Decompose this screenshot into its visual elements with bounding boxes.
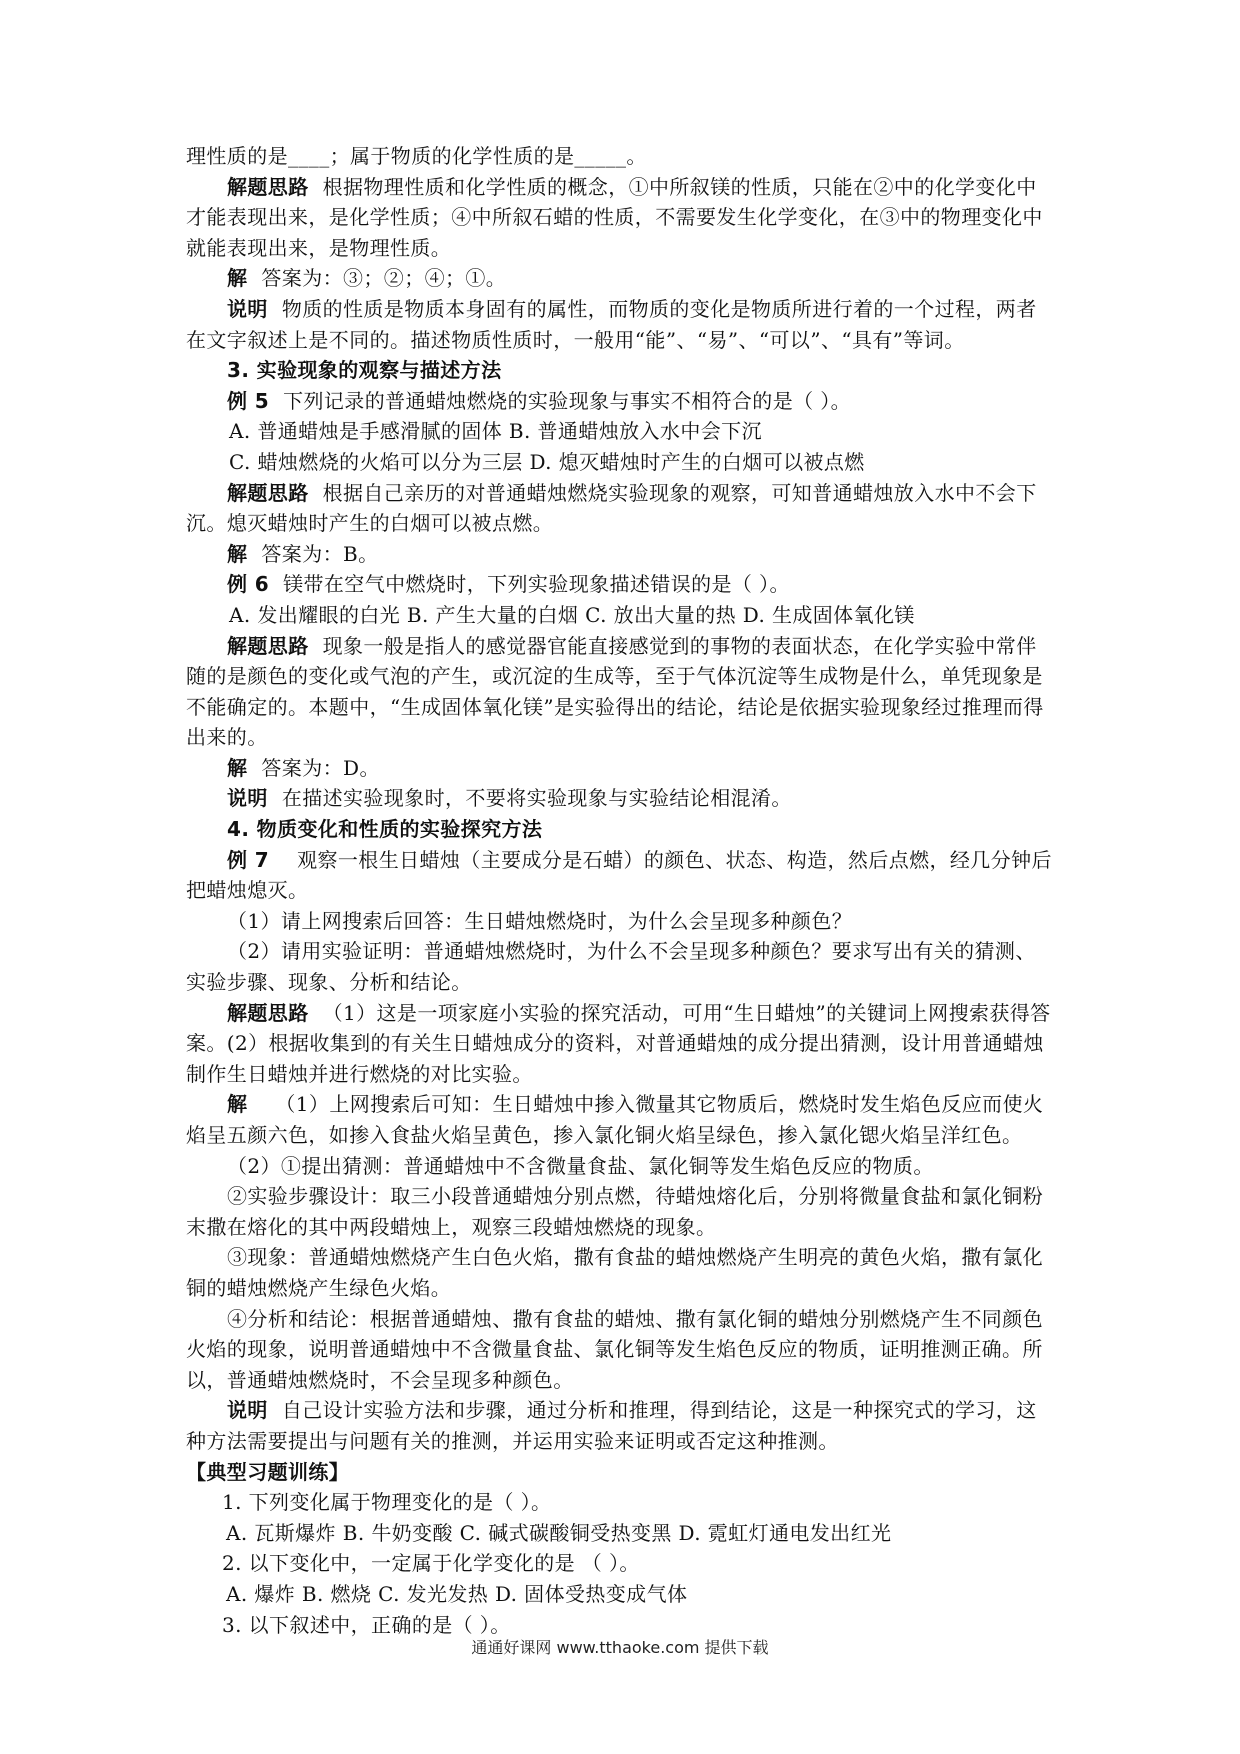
paragraph xyxy=(186,172,1054,264)
paragraph: （2）①提出猜测：普通蜡烛中不含微量食盐、氯化铜等发生焰色反应的物质。 xyxy=(227,1153,934,1178)
sub-question: （1）请上网搜索后回答：生日蜡烛燃烧时，为什么会呈现多种颜色？ xyxy=(227,908,853,933)
paragraph: ②实验步骤设计：取三小段普通蜡烛分别点燃，待蜡烛熔化后，分别将微量食盐和氯化铜粉末撒在熔化的其中两段蜡烛上，观察三段蜡烛燃烧的现象。 xyxy=(186,1184,1043,1239)
keyword: 说明 xyxy=(227,1398,268,1423)
options: A. 发出耀眼的白光 B. 产生大量的白烟 C. 放出大量的热 D. 生成固体氧化镁 xyxy=(229,602,915,627)
keyword: 说明 xyxy=(227,786,268,811)
keyword: 解 xyxy=(227,541,248,566)
paragraph xyxy=(186,631,1054,753)
sub-question: （2）请用实验证明：普通蜡烛燃烧时，为什么不会呈现多种颜色？要求写出有关的猜测、实验步骤、现象、分析和结论。 xyxy=(186,939,1036,995)
paragraph xyxy=(186,478,1054,539)
example-label: 例 7 xyxy=(227,847,270,872)
paragraph-text: 自己设计实验方法和步骤，通过分析和推理，得到结论，这是一种探究式的学习，这种方法需要提出与问题有关的推测，并运用实验来证明或否定这种推测。 xyxy=(186,1398,1037,1453)
question-text: 观察一根生日蜡烛（主要成分是石蜡）的颜色、状态、构造，然后点燃，经几分钟后把蜡烛熄灭。 xyxy=(186,847,1052,903)
keyword: 解 xyxy=(227,266,248,291)
paragraph-text: 现象一般是指人的感觉器官能直接感觉到的事物的表面状态，在化学实验中常伴随的是颜色的变化或气泡的产生，或沉淀的生成等，至于气体沉淀等生成物是什么，单凭现象是不能确定的。本题中，“生成固体氧化镁”是实验得出的结论，结论是依据实验现象经过推理而得出来的。 xyxy=(186,633,1044,750)
exercise-question: 2. 以下变化中，一定属于化学变化的是 （ ）。 xyxy=(222,1551,640,1576)
document-body xyxy=(186,141,1054,1640)
options: A. 普通蜡烛是手感滑腻的固体 B. 普通蜡烛放入水中会下沉 xyxy=(229,419,762,444)
question xyxy=(186,569,1054,600)
options: A. 爆炸 B. 燃烧 C. 发光发热 D. 固体受热变成气体 xyxy=(226,1581,688,1606)
options: C. 蜡烛燃烧的火焰可以分为三层 D. 熄灭蜡烛时产生的白烟可以被点燃 xyxy=(229,449,865,474)
keyword: 解题思路 xyxy=(227,480,309,505)
paragraph-text: 答案为：③；②；④；①。 xyxy=(261,266,507,291)
exercise-question: 1. 下列变化属于物理变化的是（ ）。 xyxy=(222,1490,552,1515)
paragraph-text: （1）上网搜索后可知：生日蜡烛中掺入微量其它物质后，燃烧时发生焰色反应而使火焰呈五颜六色，如掺入食盐火焰呈黄色，掺入氯化铜火焰呈绿色，掺入氯化锶火焰呈洋红色。 xyxy=(186,1092,1044,1147)
paragraph xyxy=(186,263,1054,294)
exercise-heading: 【典型习题训练】 xyxy=(186,1459,350,1484)
keyword: 解题思路 xyxy=(227,633,309,658)
keyword: 说明 xyxy=(227,296,268,321)
paragraph-text: 答案为：B。 xyxy=(261,541,379,566)
question-text: 下列记录的普通蜡烛燃烧的实验现象与事实不相符合的是（ ）。 xyxy=(283,388,852,413)
paragraph xyxy=(186,1089,1054,1150)
paragraph xyxy=(186,1395,1054,1456)
paragraph-text: 根据自己亲历的对普通蜡烛燃烧实验现象的观察，可知普通蜡烛放入水中不会下沉。熄灭蜡烛时产生的白烟可以被点燃。 xyxy=(186,480,1037,536)
paragraph-text: 物质的性质是物质本身固有的属性，而物质的变化是物质所进行着的一个过程，两者在文字叙述上是不同的。描述物质性质时，一般用“能”、“易”、“可以”、“具有”等词。 xyxy=(186,296,1037,352)
paragraph-text: （1）这是一项家庭小实验的探究活动，可用“生日蜡烛”的关键词上网搜索获得答案。(2）根据收集到的有关生日蜡烛成分的资料，对普通蜡烛的成分提出猜测，设计用普通蜡烛制作生日蜡烛并进行燃烧的对比实验。 xyxy=(186,1000,1051,1086)
paragraph-text: 在描述实验现象时，不要将实验现象与实验结论相混淆。 xyxy=(281,786,792,811)
paragraph xyxy=(186,539,1054,570)
paragraph xyxy=(186,783,1054,814)
paragraph-text: 根据物理性质和化学性质的概念，①中所叙镁的性质，只能在②中的化学变化中才能表现出来，是化学性质；④中所叙石蜡的性质，不需要发生化学变化，在③中的物理变化中就能表现出来，是物理性质。 xyxy=(186,174,1043,260)
example-label: 例 6 xyxy=(227,572,270,597)
question xyxy=(186,386,1054,417)
paragraph-text: 答案为：D。 xyxy=(261,755,380,780)
exercise-question: 3. 以下叙述中，正确的是（ ）。 xyxy=(222,1612,511,1637)
paragraph xyxy=(186,753,1054,784)
paragraph xyxy=(186,294,1054,355)
text-line: 理性质的是____；属于物质的化学性质的是_____。 xyxy=(186,144,647,168)
keyword: 解 xyxy=(227,755,248,780)
question-text: 镁带在空气中燃烧时，下列实验现象描述错误的是（ ）。 xyxy=(283,572,790,597)
page-footer: 通通好课网 www.tthaoke.com 提供下载 xyxy=(471,1638,769,1657)
keyword: 解题思路 xyxy=(227,174,309,199)
section-heading: 4. 物质变化和性质的实验探究方法 xyxy=(227,817,543,842)
paragraph xyxy=(186,998,1054,1090)
keyword: 解题思路 xyxy=(227,1000,309,1025)
paragraph: ④分析和结论：根据普通蜡烛、撒有食盐的蜡烛、撒有氯化铜的蜡烛分别燃烧产生不同颜色火焰的现象，说明普通蜡烛中不含微量食盐、氯化铜等发生焰色反应的物质，证明推测正确。所以，普通蜡烛燃烧时，不会呈现多种颜色。 xyxy=(186,1306,1043,1392)
options: A. 瓦斯爆炸 B. 牛奶变酸 C. 碱式碳酸铜受热变黑 D. 霓虹灯通电发出红光 xyxy=(226,1520,892,1545)
keyword: 解 xyxy=(227,1092,248,1117)
question xyxy=(186,845,1054,906)
example-label: 例 5 xyxy=(227,388,270,413)
paragraph: ③现象：普通蜡烛燃烧产生白色火焰，撒有食盐的蜡烛燃烧产生明亮的黄色火焰，撒有氯化铜的蜡烛燃烧产生绿色火焰。 xyxy=(186,1245,1043,1300)
section-heading: 3. 实验现象的观察与描述方法 xyxy=(227,358,502,383)
